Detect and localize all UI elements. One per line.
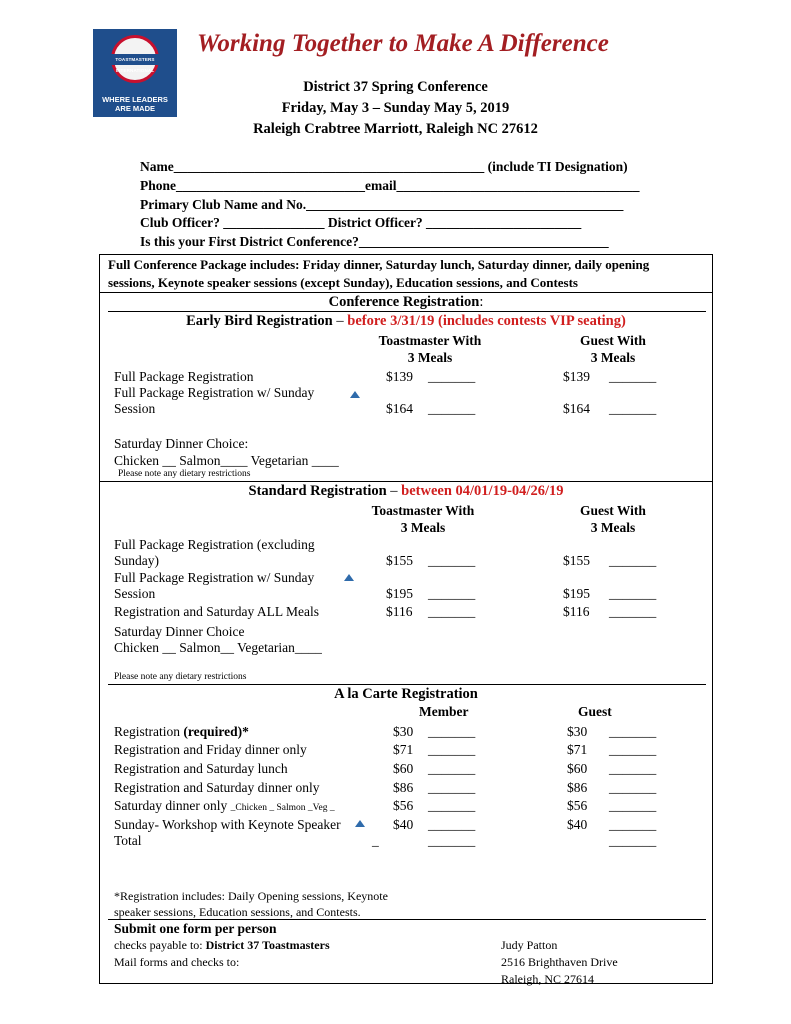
triangle-marker-icon	[350, 391, 360, 398]
carte-row1-guest-price: $30	[567, 724, 588, 739]
carte-row3-guest-price: $60	[567, 761, 588, 776]
early-row2-label-l1: Full Package Registration w/ Sunday	[114, 385, 315, 400]
name-field[interactable]: Name______________________________________________ (include TI Designation)	[140, 159, 628, 174]
early-dinner-options[interactable]: Chicken __ Salmon____ Vegetarian ____	[114, 453, 339, 468]
carte-row6-label: Sunday- Workshop with Keynote Speaker	[114, 817, 341, 832]
early-col1-header-l1: Toastmaster With	[378, 333, 482, 348]
carte-row6-member-price: $40	[393, 817, 414, 832]
logo-band-text: TOASTMASTERS INTERNATIONAL	[115, 57, 155, 73]
carte-row2-guest-price: $71	[567, 742, 588, 757]
first-conference-field[interactable]: Is this your First District Conference?_____________________________________	[140, 234, 609, 249]
conference-venue: Raleigh Crabtree Marriott, Raleigh NC 27612	[253, 121, 538, 137]
conference-registration-heading: Conference Registration:	[328, 294, 484, 310]
early-col2-header-l2: 3 Meals	[590, 350, 636, 365]
carte-note-l2: speaker sessions, Education sessions, and Contests.	[114, 905, 361, 919]
early-row1-member-blank[interactable]: _______	[428, 369, 476, 384]
carte-row3-guest-blank[interactable]: _______	[609, 761, 657, 776]
standard-row2-label-l2: Session	[114, 586, 156, 601]
standard-row1-label-l2: Sunday)	[114, 553, 159, 568]
standard-row1-label-l1: Full Package Registration (excluding	[114, 537, 315, 552]
standard-row3-member-price: $116	[386, 604, 413, 619]
standard-col2-header-l1: Guest With	[580, 503, 646, 518]
carte-row5-guest-price: $56	[567, 798, 588, 813]
standard-col1-header-l2: 3 Meals	[400, 520, 446, 535]
carte-row2-guest-blank[interactable]: _______	[609, 742, 657, 757]
carte-row3-member-blank[interactable]: _______	[428, 761, 476, 776]
officer-field[interactable]: Club Officer? _______________ District Officer? _______________________	[140, 215, 582, 230]
carte-heading: A la Carte Registration	[334, 686, 478, 702]
address-line2: 2516 Brighthaven Drive	[501, 955, 618, 969]
carte-row1-member-blank[interactable]: _______	[428, 724, 476, 739]
early-col1-header-l2: 3 Meals	[407, 350, 453, 365]
carte-row1-member-price: $30	[393, 724, 414, 739]
carte-row2-member-price: $71	[393, 742, 414, 757]
carte-row2-member-blank[interactable]: _______	[428, 742, 476, 757]
early-row2-label-l2: Session	[114, 401, 156, 416]
standard-row2-guest-blank[interactable]: _______	[609, 586, 657, 601]
carte-row5-label: Saturday dinner only _Chicken _ Salmon _Veg _	[114, 798, 335, 813]
mail-forms: Mail forms and checks to:	[114, 955, 240, 969]
standard-row3-guest-blank[interactable]: _______	[609, 604, 657, 619]
standard-row2-guest-price: $195	[563, 586, 590, 601]
carte-row4-member-blank[interactable]: _______	[428, 780, 476, 795]
phone-email-field[interactable]: Phone____________________________email____________________________________	[140, 178, 640, 193]
standard-row1-guest-price: $155	[563, 553, 590, 568]
carte-row6-guest-price: $40	[567, 817, 588, 832]
carte-row3-member-price: $60	[393, 761, 414, 776]
carte-row1-guest-blank[interactable]: _______	[609, 724, 657, 739]
carte-row4-guest-price: $86	[567, 780, 588, 795]
standard-row2-member-blank[interactable]: _______	[428, 586, 476, 601]
carte-row5-guest-blank[interactable]: _______	[609, 798, 657, 813]
standard-row2-label-l1: Full Package Registration w/ Sunday	[114, 570, 315, 585]
early-row1-guest-blank[interactable]: _______	[609, 369, 657, 384]
early-dinner-title: Saturday Dinner Choice:	[114, 436, 249, 451]
conference-title: District 37 Spring Conference	[303, 79, 488, 95]
package-line1: Full Conference Package includes: Friday dinner, Saturday lunch, Saturday dinner, daily opening	[108, 257, 650, 272]
logo-tag-line1: WHERE LEADERS	[102, 95, 168, 104]
carte-total-guest-blank[interactable]: _______	[609, 833, 657, 848]
standard-row1-guest-blank[interactable]: _______	[609, 553, 657, 568]
early-row1-guest-price: $139	[563, 369, 590, 384]
standard-row3-member-blank[interactable]: _______	[428, 604, 476, 619]
carte-row4-guest-blank[interactable]: _______	[609, 780, 657, 795]
carte-row2-label: Registration and Friday dinner only	[114, 742, 307, 757]
carte-row6-member-blank[interactable]: _______	[428, 817, 476, 832]
tagline: Working Together to Make A Difference	[197, 30, 609, 57]
standard-heading: Standard Registration – between 04/01/19-04/26/19	[248, 483, 564, 499]
standard-row3-guest-price: $116	[563, 604, 590, 619]
early-col2-header-l1: Guest With	[580, 333, 646, 348]
registration-table	[99, 254, 713, 984]
early-row1-label: Full Package Registration	[114, 369, 254, 384]
logo-tag-line2: ARE MADE	[114, 104, 155, 113]
address-line1: Judy Patton	[501, 938, 558, 952]
standard-dietary-note: Please note any dietary restrictions	[114, 672, 247, 682]
standard-row1-member-price: $155	[386, 553, 413, 568]
standard-row1-member-blank[interactable]: _______	[428, 553, 476, 568]
submit-title: Submit one form per person	[114, 921, 277, 936]
carte-col-guest: Guest	[578, 704, 612, 719]
carte-total-member-blank[interactable]: _______	[428, 833, 476, 848]
standard-row2-member-price: $195	[386, 586, 413, 601]
early-row2-member-blank[interactable]: _______	[428, 401, 476, 416]
standard-dinner-options[interactable]: Chicken __ Salmon__ Vegetarian____	[114, 640, 322, 655]
triangle-marker-icon	[355, 820, 365, 827]
standard-col1-header-l1: Toastmaster With	[371, 503, 475, 518]
early-bird-heading: Early Bird Registration – before 3/31/19 (includes contests VIP seating)	[186, 313, 626, 329]
club-field[interactable]: Primary Club Name and No._______________________________________________	[140, 197, 624, 212]
carte-row5-member-price: $56	[393, 798, 414, 813]
checks-payable: checks payable to: District 37 Toastmasters	[114, 938, 330, 952]
carte-total-mark: _	[372, 833, 379, 848]
carte-row1-label: Registration (required)*	[114, 724, 249, 739]
standard-col2-header-l2: 3 Meals	[590, 520, 636, 535]
carte-col-member: Member	[419, 704, 469, 719]
carte-note-l1: *Registration includes: Daily Opening sessions, Keynote	[114, 889, 388, 903]
address-line3: Raleigh, NC 27614	[501, 972, 594, 986]
carte-row6-guest-blank[interactable]: _______	[609, 817, 657, 832]
early-row1-member-price: $139	[386, 369, 413, 384]
carte-row5-member-blank[interactable]: _______	[428, 798, 476, 813]
early-row2-guest-price: $164	[563, 401, 590, 416]
early-dietary-note: Please note any dietary restrictions	[118, 469, 251, 479]
carte-row4-label: Registration and Saturday dinner only	[114, 780, 320, 795]
carte-row4-member-price: $86	[393, 780, 414, 795]
early-row2-member-price: $164	[386, 401, 413, 416]
standard-dinner-title: Saturday Dinner Choice	[114, 624, 245, 639]
standard-row3-label: Registration and Saturday ALL Meals	[114, 604, 319, 619]
package-line2: sessions, Keynote speaker sessions (except Sunday), Education sessions, and Contests	[108, 275, 578, 290]
triangle-marker-icon	[344, 574, 354, 581]
carte-total-label: Total	[114, 833, 142, 848]
globe-icon	[111, 35, 159, 83]
carte-row3-label: Registration and Saturday lunch	[114, 761, 288, 776]
early-row2-guest-blank[interactable]: _______	[609, 401, 657, 416]
conference-dates: Friday, May 3 – Sunday May 5, 2019	[281, 100, 510, 116]
